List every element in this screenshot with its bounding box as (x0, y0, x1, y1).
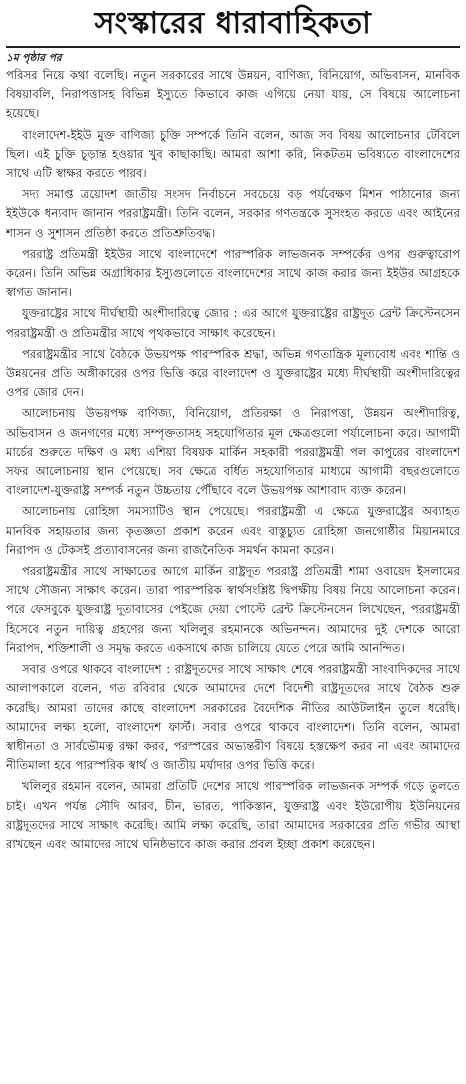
continued-from-page-label: ১ম পৃষ্ঠার পর (6, 52, 62, 64)
paragraph-7: আলোচনায় উভয়পক্ষ বাণিজ্য, বিনিয়োগ, প্রতিরক্ষা ও নিরাপত্তা, উন্নয়ন অংশীদারিত্ব, অভিবাসন ও জনগণের মধ্যে সম্পৃক্ততাসহ সহযোগিতার মূল ক্ষেত্রগুলো পর্যালোচনা করে। আগামী মার্চের শুরুতে দক্ষিণ ও মধ্য এশিয়া বিষয়ক মার্কিন সহকারী পররাষ্ট্রমন্ত্রী পল কাপুরের বাংলাদেশ সফর আলোচনায় স্থান পেয়েছে। সব ক্ষেত্রে বর্ধিত সহযোগিতার মাধ্যমে আগামী বছরগুলোতে বাংলাদেশ-যুক্তরাষ্ট্র সম্পর্ক নতুন উচ্চতায় পৌঁছাবে বলে উভয়পক্ষ আশাবাদ ব্যক্ত করেন। (6, 406, 460, 498)
paragraph-9: পররাষ্ট্রমন্ত্রীর সাথে সাক্ষাতের আগে মার্কিন রাষ্ট্রদূত পররাষ্ট্র প্রতিমন্ত্রী শামা ওবায়েদ ইসলামের সাথে সৌজন্য সাক্ষাৎ করেন। তারা পারস্পরিক স্বার্থসংশ্লিষ্ট দ্বিপক্ষীয় বিষয় নিয়ে আলোচনা করেন। পরে ফেসবুকে যুক্তরাষ্ট্র দূতাবাসের পেইজে দেয়া পোস্টে ব্রেন্ট ক্রিস্টেনসেন লিখেছেন, পররাষ্ট্রমন্ত্রী হিসেবে নতুন দায়িত্ব গ্রহণের জন্য খলিলুর রহমানকে অভিনন্দন। আমাদের দুই দেশকে আরো নিরাপদ, শক্তিশালী ও সমৃদ্ধ করতে একসাথে কাজ চালিয়ে যেতে পেরে আমি আনন্দিত। (6, 564, 460, 655)
paragraph-4: পররাষ্ট্র প্রতিমন্ত্রী ইইউর সাথে বাংলাদেশে পারস্পরিক লাভজনক সম্পর্কের ওপর গুরুত্বারোপ করেন। তিনি অভিন্ন অগ্রাধিকার ইস্যুগুলোতে বাংলাদেশের সাথে কাজ করার জন্য ইইউর আগ্রহকে স্বাগত জানান। (6, 246, 460, 300)
paragraph-6: পররাষ্ট্রমন্ত্রীর সাথে বৈঠকে উভয়পক্ষ পারস্পরিক শ্রদ্ধা, অভিন্ন গণতান্ত্রিক মূল্যবোধ এবং শান্তি ও উন্নয়নের প্রতি অঙ্গীকারের ওপর ভিত্তি করে বাংলাদেশ ও যুক্তরাষ্ট্রের মধ্যে দীর্ঘস্থায়ী অংশীদারিত্বের ওপর জোর দেন। (6, 346, 460, 400)
paragraph-2: বাংলাদেশ-ইইউ মুক্ত বাণিজ্য চুক্তি সম্পর্কে তিনি বলেন, আজ সব বিষয় আলোচনার টেবিলে ছিল। এই চুক্তি চূড়ান্ত হওয়ার খুব কাছাকাছি। আমরা আশা করি, নিকটতম ভবিষ্যতে বাংলাদেশের সাথে এটি স্বাক্ষর করতে পারব। (6, 127, 460, 181)
paragraph-10: সবার ওপরে থাকবে বাংলাদেশ : রাষ্ট্রদূতদের সাথে সাক্ষাৎ শেষে পররাষ্ট্রমন্ত্রী সাংবাদিকদের সাথে আলাপকালে বলেন, গত রবিবার থেকে আমাদের দেশে বিদেশী রাষ্ট্রদূতদের সাথে বৈঠক শুরু করেছি। আমরা তাদের কাছে বাংলাদেশ সরকারের বৈদেশিক নীতির আউটলাইন তুলে ধরেছি। আমাদের লক্ষ্য হলো, বাংলাদেশ ফার্স্ট। সবার ওপরে থাকবে বাংলাদেশ। তিনি বলেন, আমরা স্বাধীনতা ও সার্বভৌমত্ব রক্ষা করব, পরস্পরের অভ্যন্তরীণ বিষয়ে হস্তক্ষেপ করব না এবং আমাদের নীতিমালা হবে পারস্পরিক স্বার্থ ও জাতীয় মর্যাদার ওপর ভিত্তি করে। (6, 662, 460, 773)
article-body (6, 66, 460, 854)
paragraph-11: খলিলুর রহমান বলেন, আমরা প্রতিটি দেশের সাথে পারস্পরিক লাভজনক সম্পর্ক গড়ে তুলতে চাই। এখন পর্যন্ত সৌদি আরব, চীন, ভারত, পাকিস্তান, যুক্তরাষ্ট্র এবং ইউরোপীয় ইউনিয়নের রাষ্ট্রদূতদের সাথে সাক্ষাৎ করেছি। আমি লক্ষ্য করেছি, তারা আমাদের সরকারের প্রতি গভীর আস্থা রাখছেন এবং আমাদের সাথে ঘনিষ্ঠভাবে কাজ করার প্রবল ইচ্ছা প্রকাশ করেছেন। (6, 779, 460, 851)
headline-divider (6, 46, 460, 48)
paragraph-5: যুক্তরাষ্ট্রের সাথে দীর্ঘস্থায়ী অংশীদারিত্বে জোর : এর আগে যুক্তরাষ্ট্রের রাষ্ট্রদূত ব্রেন্ট ক্রিস্টেনসেন পররাষ্ট্রমন্ত্রী ও প্রতিমন্ত্রীর সাথে পৃথকভাবে সাক্ষাৎ করেছেন। (6, 306, 460, 340)
paragraph-1: পরিসর নিয়ে কথা বলেছি। নতুন সরকারের সাথে উন্নয়ন, বাণিজ্য, বিনিয়োগ, অভিবাসন, মানবিক বিষয়াবলি, নিরাপত্তাসহ বিভিন্ন ইস্যুতে কিভাবে কাজ এগিয়ে নেয়া যায়, সে বিষয়ে আলোচনা হয়েছে। (6, 68, 460, 121)
article-headline: সংস্কারের ধারাবাহিকতা (94, 6, 372, 41)
paragraph-8: আলোচনায় রোহিঙ্গা সমস্যাটিও স্থান পেয়েছে। পররাষ্ট্রমন্ত্রী এ ক্ষেত্রে যুক্তরাষ্ট্রের অব্যাহত মানবিক সহায়তার জন্য কৃতজ্ঞতা প্রকাশ করেন এবং বাস্তুচ্যুত রোহিঙ্গা জনগোষ্ঠীর মিয়ানমারে নিরাপদ ও টেকসই প্রত্যাবাসনের জন্য রাজনৈতিক সমর্থন কামনা করেন। (6, 504, 460, 557)
paragraph-3: সদ্য সমাপ্ত ত্রয়োদশ জাতীয় সংসদ নির্বাচনে সবচেয়ে বড় পর্যবেক্ষণ মিশন পাঠানোর জন্য ইইউকে ধন্যবাদ জানান পররাষ্ট্রমন্ত্রী। তিনি বলেন, সরকার গণতন্ত্রকে সুসংহত করতে এবং আইনের শাসন ও সুশাসন প্রতিষ্ঠা করতে প্রতিশ্রুতিবদ্ধ। (6, 187, 460, 240)
